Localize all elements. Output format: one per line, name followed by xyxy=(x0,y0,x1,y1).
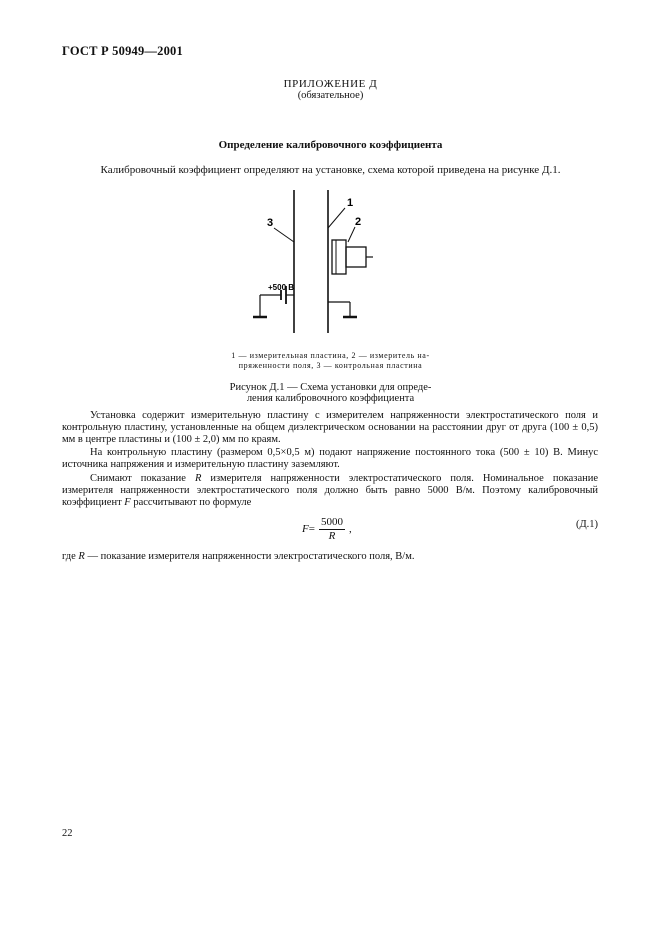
label-1: 1 xyxy=(347,197,354,209)
setup-diagram xyxy=(230,190,400,340)
section-title: Определение калибровочного коэффициента xyxy=(218,139,443,151)
document-header: ГОСТ Р 50949—2001 xyxy=(62,44,183,58)
leader-3 xyxy=(274,228,294,242)
leader-1 xyxy=(328,208,345,228)
paragraph-1: Установка содержит измерительную пластину с измерителем напряженности электростатического поля и контрольную пластину, установленные на общем диэлектрическом основании на расстоянии друг от друга (100 ± 0,5) мм в центре пластины и (100 ± 2,0) мм по краям. xyxy=(62,410,598,445)
appendix-title: ПРИЛОЖЕНИЕ Д xyxy=(283,78,378,90)
intro-paragraph: Калибровочный коэффициент определяют на установке, схема которой приведена на рисунке Д.1. xyxy=(100,164,561,176)
label-2: 2 xyxy=(355,216,362,228)
label-3: 3 xyxy=(267,217,274,229)
appendix-subtitle: (обязательное) xyxy=(297,90,364,101)
field-meter xyxy=(332,240,373,274)
label-voltage: +500 В xyxy=(268,283,295,292)
page-number: 22 xyxy=(62,828,73,839)
figure-caption: Рисунок Д.1 — Схема установки для опреде- ления калибровочного коэффициента xyxy=(229,382,432,404)
where-clause: где R — показание измерителя напряженности электростатического поля, В/м. xyxy=(62,551,415,562)
formula-number: (Д.1) xyxy=(575,519,598,530)
paragraph-3: Снимают показание R измерителя напряженности электростатического поля. Номинальное показание измерителя напряженности электростатического поля должно быть равно 5000 В/м. Поэтому калибровочный коэффициент F рассчитывают по формуле xyxy=(62,473,598,508)
ground-measuring xyxy=(328,302,357,317)
paragraph-2: На контрольную пластину (размером 0,5×0,5 м) подают напряжение постоянного тока (500 ± 10) В. Минус источника напряжения и измерительную пластину заземляют. xyxy=(62,447,598,470)
leader-2 xyxy=(348,227,355,242)
formula-d1: F = $\frac{5000}{R}$ , (Д.1) xyxy=(302,516,598,542)
figure-legend: 1 — измерительная пластина, 2 — измеритель на- пряженности поля, 3 — контрольная пластина xyxy=(231,351,430,370)
